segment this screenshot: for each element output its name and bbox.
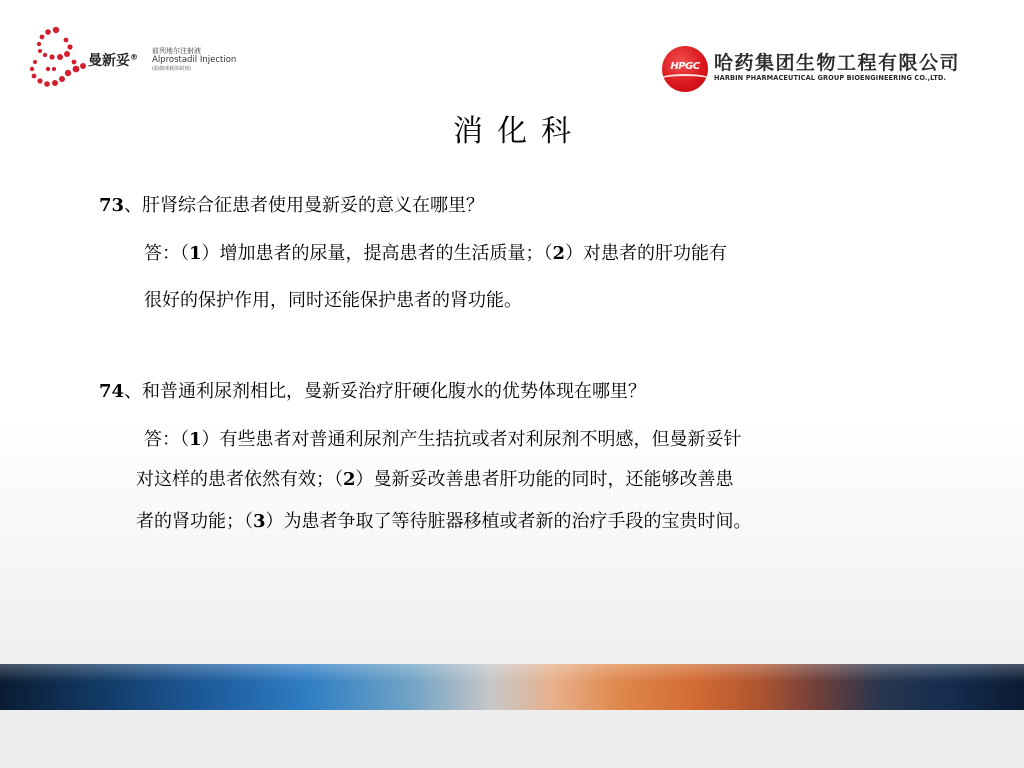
- answer-74-line-1: 答：（1）有些患者对普通利尿剂产生拮抗或者对利尿剂不明感，但曼新妥针: [144, 429, 742, 450]
- company-name-en: HARBIN PHARMACEUTICAL GROUP BIOENGINEERING CO.,LTD.: [714, 74, 947, 82]
- hpgc-mark-text: HPGC: [670, 61, 700, 72]
- company-name-cn: 哈药集团生物工程有限公司: [714, 52, 961, 74]
- answer-73-line-2: 很好的保护作用，同时还能保护患者的肾功能。: [144, 290, 522, 311]
- answer-73-line-1: 答：（1）增加患者的尿量，提高患者的生活质量；（2）对患者的肝功能有: [144, 243, 728, 264]
- question-73: [99, 194, 484, 218]
- answer-74-line-3: 者的肾功能；（3）为患者争取了等待脏器移植或者新的治疗手段的宝贵时间。: [136, 511, 752, 532]
- hpgc-company-logo: [658, 44, 978, 92]
- question-text: 、肝肾综合征患者使用曼新妥的意义在哪里？: [124, 195, 485, 216]
- brand-line-cn: 前列地尔注射液: [152, 47, 201, 55]
- brand-line-en: Alprostadil Injection: [152, 55, 237, 65]
- brand-subtitle: [152, 47, 236, 73]
- registered-mark: ®: [130, 52, 138, 62]
- question-number: 73: [99, 195, 125, 216]
- swoosh-shape: [662, 74, 708, 88]
- page-title: 消化科: [453, 114, 585, 149]
- footer-color-band: [0, 664, 1024, 710]
- answer-index: 2: [343, 469, 356, 490]
- red-dots-logo-icon: [26, 24, 90, 88]
- answer-74-line-2: 对这样的患者依然有效；（2）曼新妥改善患者肝功能的同时，还能够改善患: [136, 469, 734, 490]
- question-74: [99, 380, 646, 404]
- band-highlight: [0, 664, 1024, 682]
- question-text: 、和普通利尿剂相比，曼新妥治疗肝硬化腹水的优势体现在哪里？: [124, 381, 647, 402]
- answer-index: 1: [189, 429, 202, 450]
- alprostadil-logo: [26, 24, 246, 88]
- brand-line-note: (脂微球载体制剂): [152, 66, 191, 72]
- hpgc-logo-icon: [662, 46, 708, 92]
- answer-index: 2: [552, 243, 566, 264]
- brand-name: 曼新妥®: [88, 52, 138, 69]
- answer-index: 1: [189, 243, 202, 264]
- answer-index: 3: [253, 511, 266, 532]
- question-number: 74: [99, 381, 125, 402]
